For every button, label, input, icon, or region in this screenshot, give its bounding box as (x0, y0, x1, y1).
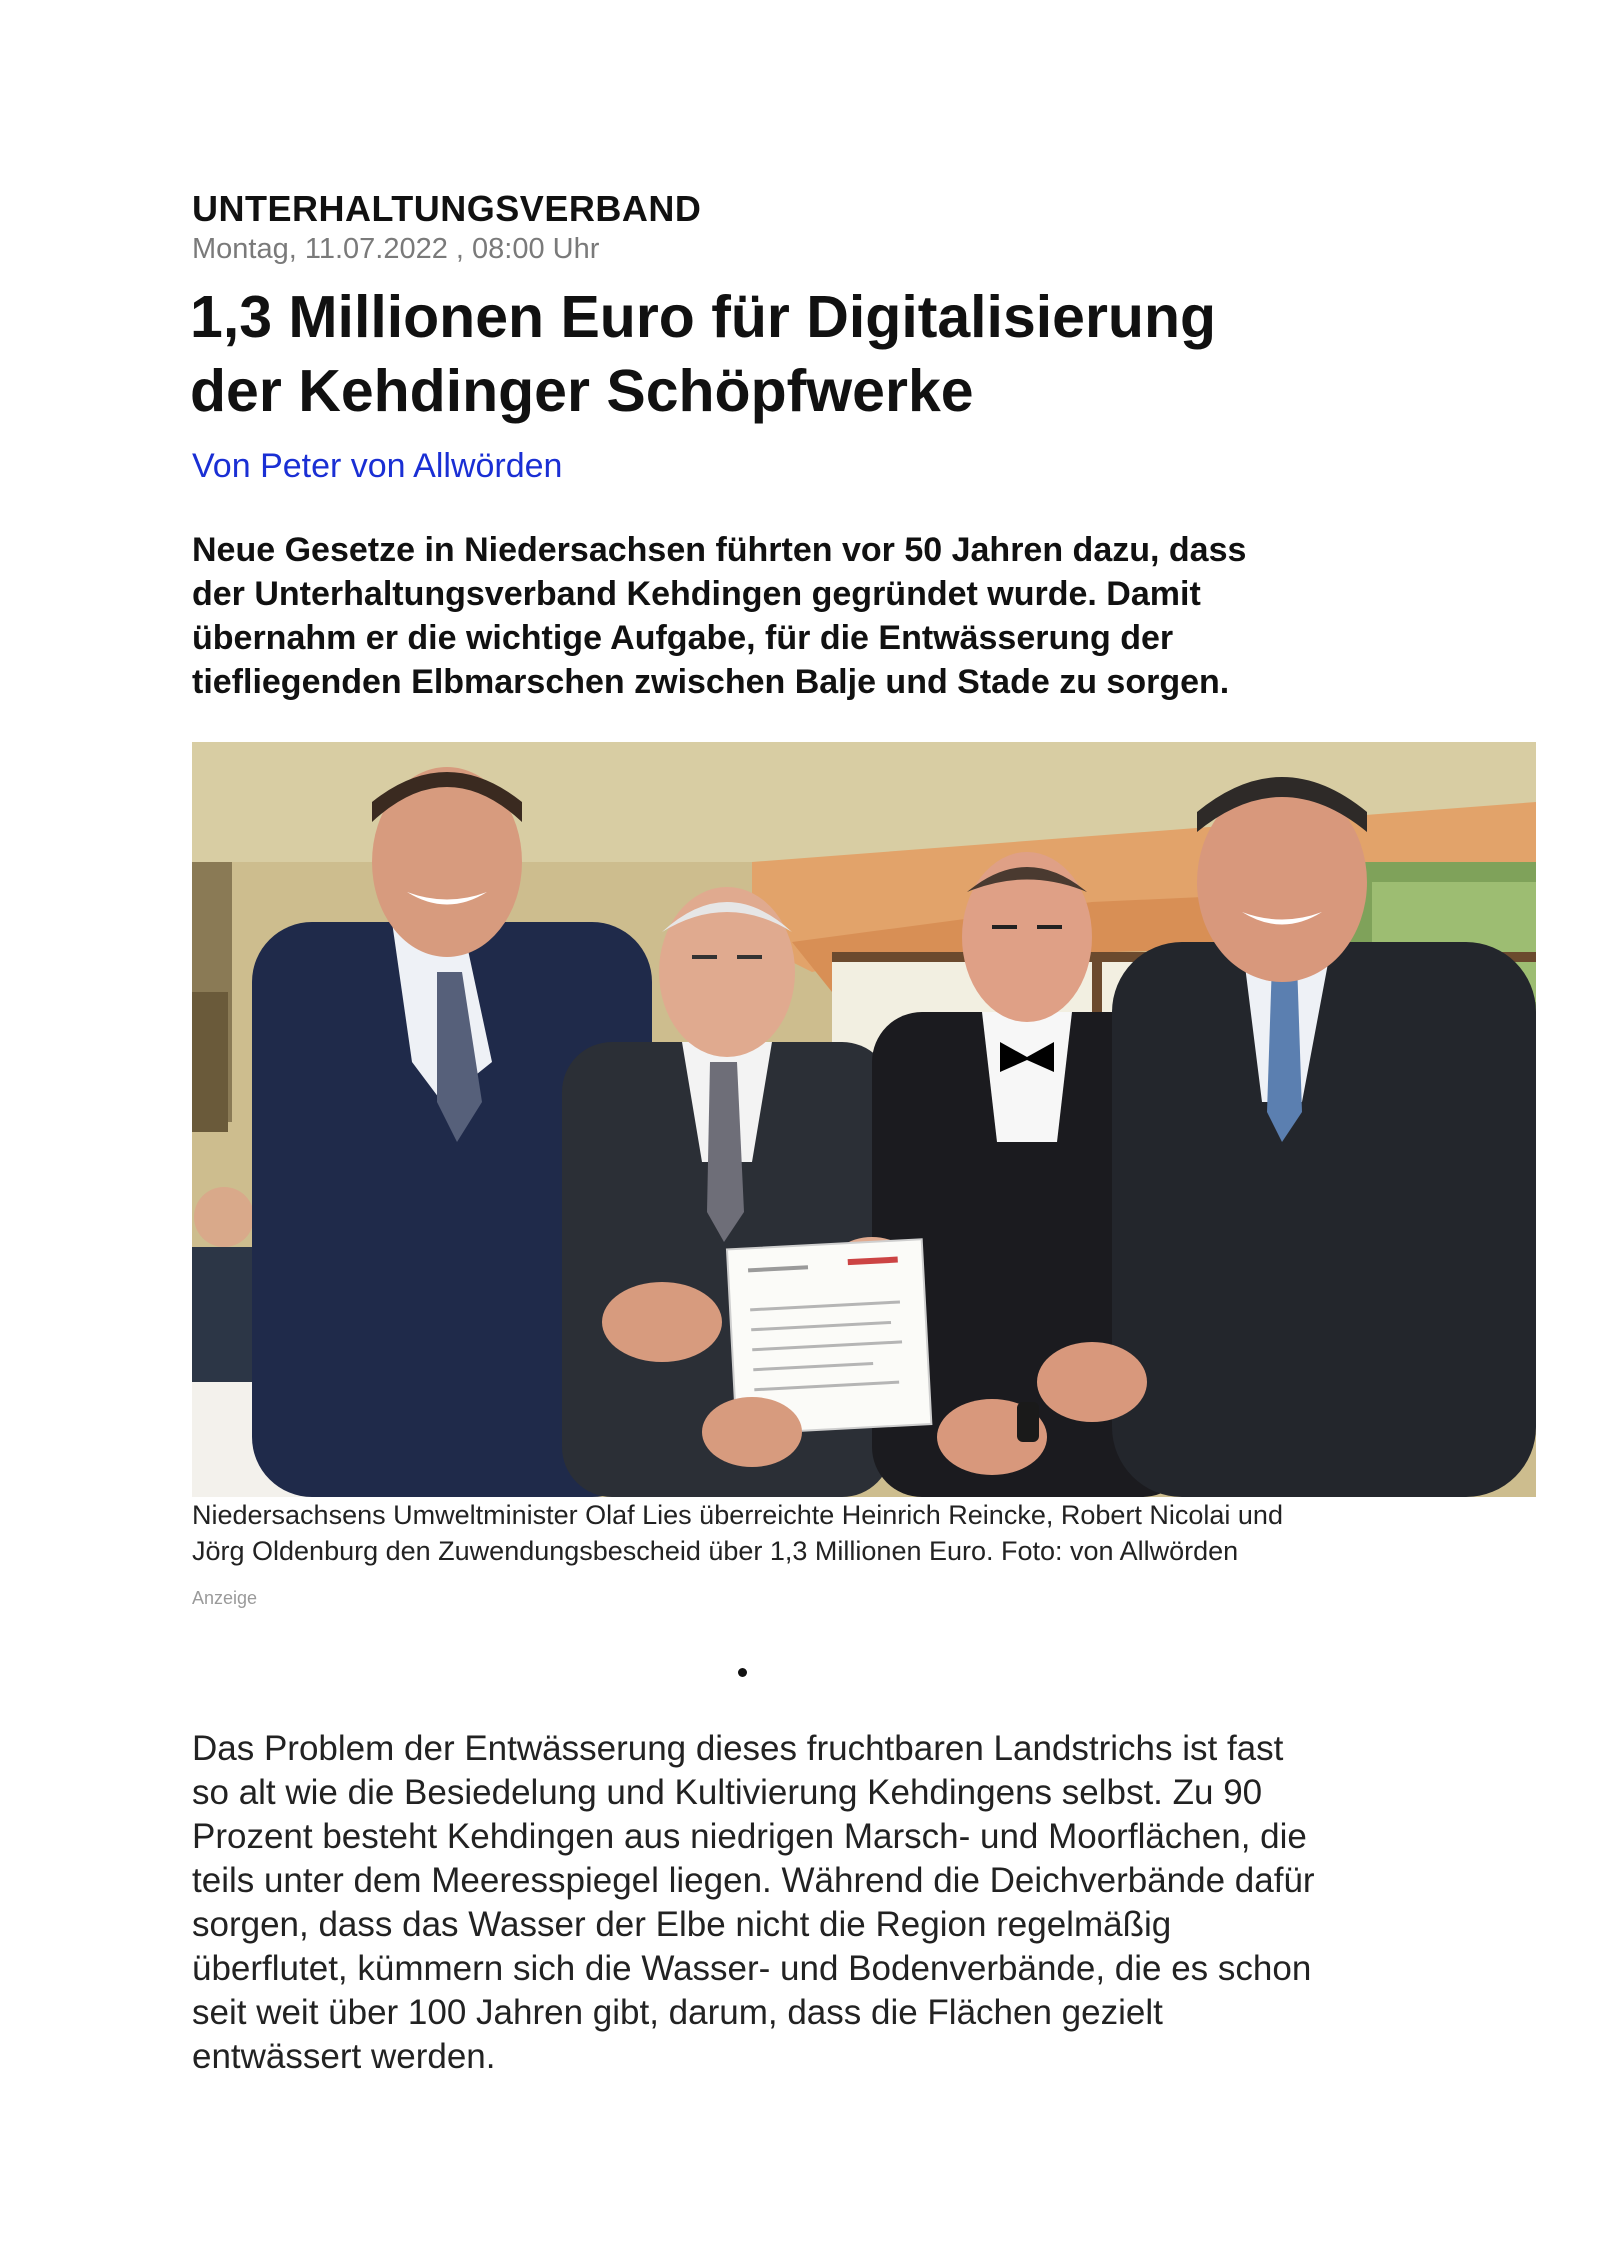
lead-line: übernahm er die wichtige Aufgabe, für die Entwässerung der (192, 619, 1174, 657)
caption-line: Jörg Oldenburg den Zuwendungsbescheid über 1,3 Millionen Euro. Foto: von Allwörden (192, 1536, 1239, 1566)
body-line: sorgen, dass das Wasser der Elbe nicht die Region regelmäßig (192, 1905, 1172, 1944)
body-line: entwässert werden. (192, 2037, 496, 2076)
body-line: Das Problem der Entwässerung dieses fruchtbaren Landstrichs ist fast (192, 1729, 1284, 1768)
article-photo (192, 742, 1536, 1497)
separator-dot (738, 1668, 747, 1677)
article-headline (190, 280, 1390, 428)
photo-caption (192, 1497, 1536, 1569)
article-dateline: Montag, 11.07.2022 , 08:00 Uhr (192, 233, 600, 265)
caption-line: Niedersachsens Umweltminister Olaf Lies überreichte Heinrich Reincke, Robert Nicolai und (192, 1500, 1283, 1530)
article-lead (192, 528, 1442, 704)
lead-line: tiefliegenden Elbmarschen zwischen Balje und Stade zu sorgen. (192, 663, 1230, 701)
ad-label: Anzeige (192, 1588, 258, 1608)
body-line: so alt wie die Besiedelung und Kultivierung Kehdingens selbst. Zu 90 (192, 1773, 1263, 1812)
headline-line: der Kehdinger Schöpfwerke (190, 358, 974, 424)
photo-illustration (192, 742, 1536, 1497)
article-kicker: UNTERHALTUNGSVERBAND (192, 188, 702, 229)
author-link[interactable]: Von Peter von Allwörden (192, 447, 563, 485)
body-line: überflutet, kümmern sich die Wasser- und Bodenverbände, die es schon (192, 1949, 1312, 1988)
headline-line: 1,3 Millionen Euro für Digitalisierung (190, 284, 1217, 350)
body-line: Prozent besteht Kehdingen aus niedrigen Marsch- und Moorflächen, die (192, 1817, 1307, 1856)
body-line: teils unter dem Meeresspiegel liegen. Während die Deichverbände dafür (192, 1861, 1315, 1900)
lead-line: der Unterhaltungsverband Kehdingen gegründet wurde. Damit (192, 575, 1201, 613)
body-line: seit weit über 100 Jahren gibt, darum, dass die Flächen gezielt (192, 1993, 1163, 2032)
lead-line: Neue Gesetze in Niedersachsen führten vor 50 Jahren dazu, dass (192, 531, 1247, 569)
article-body (192, 1727, 1452, 2079)
